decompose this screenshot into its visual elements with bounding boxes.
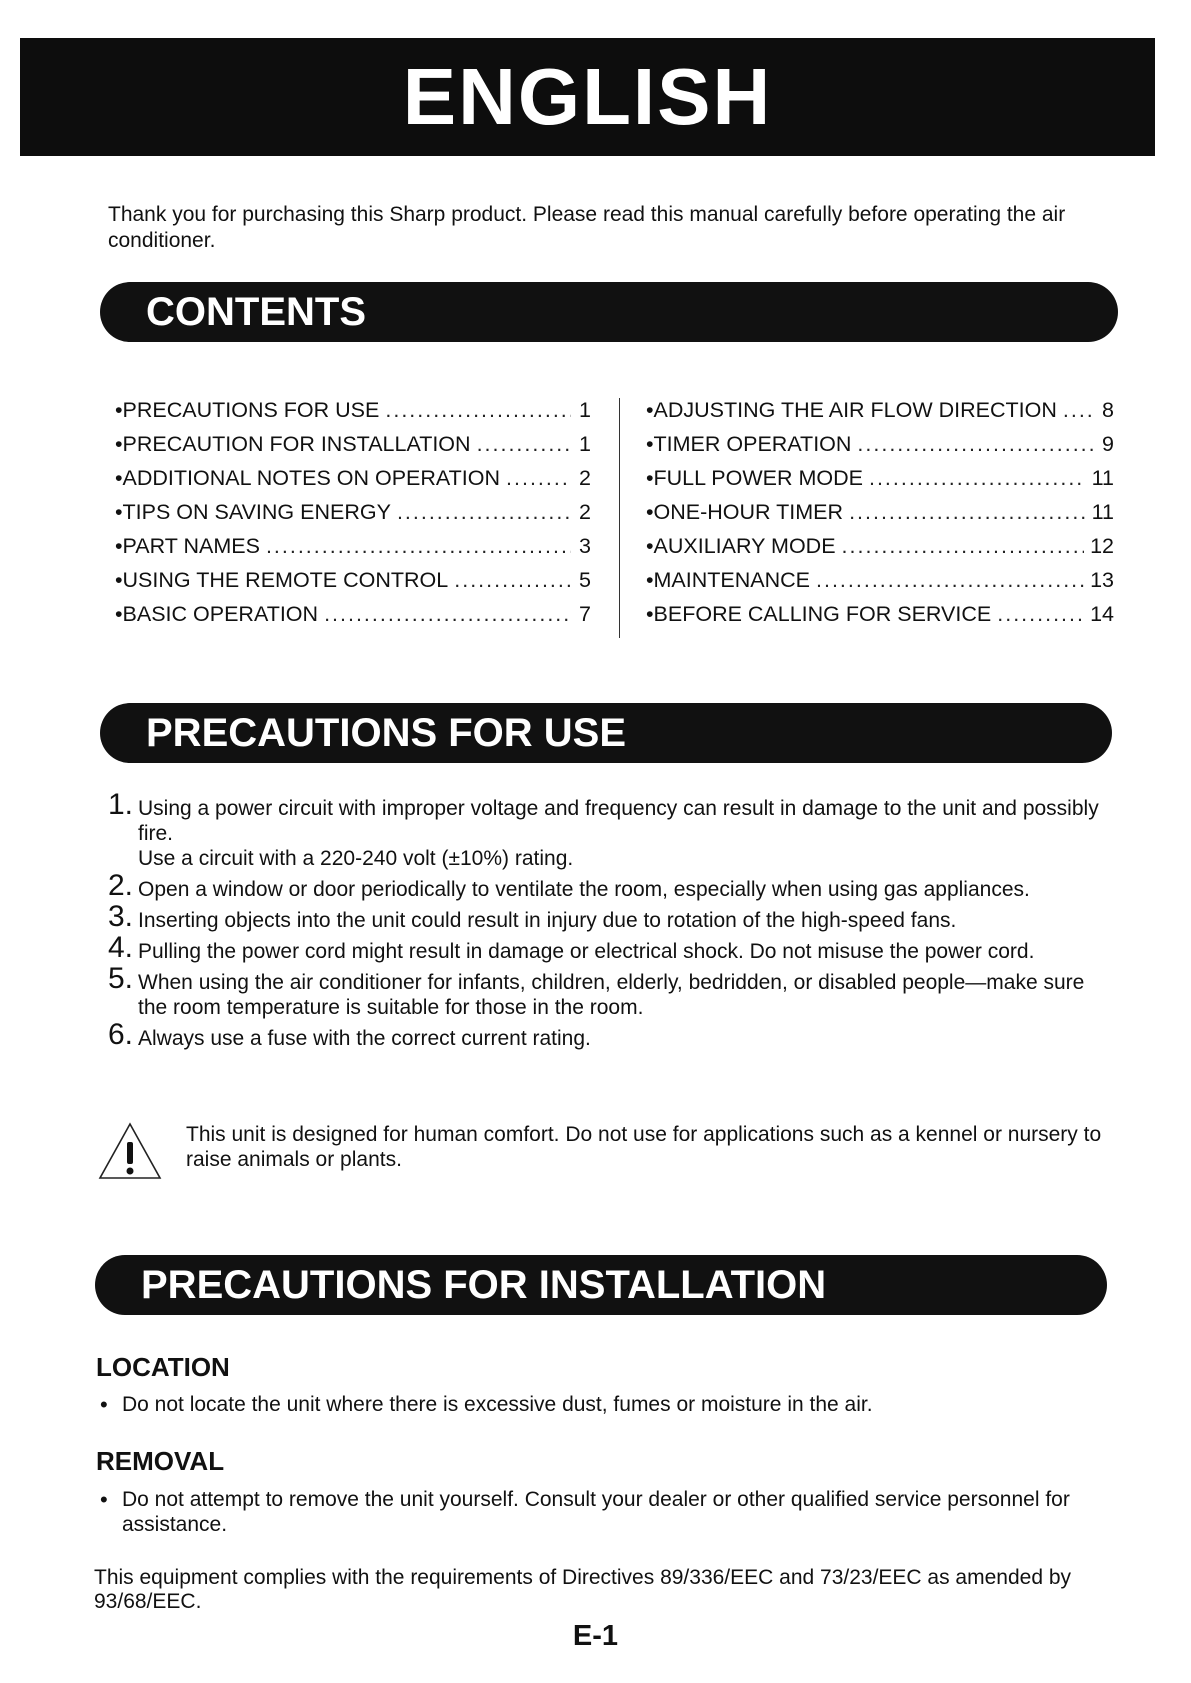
warning-note [96, 1120, 1106, 1182]
list-item-number: 3. [108, 900, 134, 933]
toc-entry-title: •BASIC OPERATION [115, 602, 319, 626]
page-number: E-1 [572, 1620, 619, 1652]
toc-entry-title: •FULL POWER MODE [646, 466, 863, 490]
toc-leader [869, 466, 1086, 491]
removal-bullet [100, 1487, 1110, 1537]
list-item-text: Inserting objects into the unit could result in injury due to rotation of the high-speed fans. [138, 909, 957, 932]
list-item [108, 931, 1108, 964]
list-item-number: 2. [108, 869, 134, 902]
toc-entry-page: 1 [579, 398, 591, 422]
toc-entry-page: 5 [579, 568, 591, 592]
toc-entry-page: 3 [579, 534, 591, 558]
intro-text: Thank you for purchasing this Sharp product. Please read this manual carefully before operating the air conditioner. [108, 203, 1066, 252]
toc-leader [842, 534, 1085, 559]
location-text: Do not locate the unit where there is excessive dust, fumes or moisture in the air. [122, 1393, 873, 1416]
toc-entry [115, 398, 591, 432]
toc-entry-title: •ADJUSTING THE AIR FLOW DIRECTION [646, 398, 1057, 422]
toc-entry [115, 534, 591, 568]
toc-leader [849, 500, 1086, 525]
toc-entry-title: •ADDITIONAL NOTES ON OPERATION [115, 466, 501, 490]
toc-leader [477, 432, 571, 457]
list-item-text: Use a circuit with a 220-240 volt (±10%) rating. [138, 847, 574, 870]
toc-entry [115, 432, 591, 466]
removal-heading: REMOVAL [96, 1446, 225, 1476]
bullet-icon: • [100, 1392, 108, 1417]
toc-entry [646, 500, 1114, 534]
location-heading: LOCATION [96, 1352, 230, 1382]
toc-entry-title: •PART NAMES [115, 534, 260, 558]
toc-leader [397, 500, 571, 525]
toc-entry-page: 13 [1090, 568, 1114, 592]
toc-entry [646, 534, 1114, 568]
precautions-use-list [108, 788, 1108, 1057]
toc-left-column [115, 398, 591, 638]
toc-entry [115, 500, 591, 534]
precautions-use-heading-bar [100, 703, 1112, 763]
toc-leader [816, 568, 1084, 593]
precautions-install-heading-bar [95, 1255, 1107, 1315]
toc-entry [646, 568, 1114, 602]
toc-entry [115, 568, 591, 602]
contents-heading: CONTENTS [146, 289, 366, 334]
toc-entry-page: 11 [1091, 500, 1114, 524]
toc-right-column [619, 398, 1114, 638]
compliance-statement: This equipment complies with the requirements of Directives 89/336/EEC and 73/23/EEC as amended by 93/68/EEC. [94, 1566, 1072, 1613]
toc-leader [324, 602, 571, 627]
toc-entry [115, 466, 591, 500]
toc-entry-page: 8 [1102, 398, 1114, 422]
toc-entry-title: •USING THE REMOTE CONTROL [115, 568, 449, 592]
toc-entry-page: 1 [579, 432, 591, 456]
list-item-number: 6. [108, 1018, 134, 1051]
toc-entry [646, 602, 1114, 636]
removal-text: Do not attempt to remove the unit yourself. Consult your dealer or other qualified service personnel for assistance. [122, 1488, 1070, 1536]
language-banner [20, 38, 1155, 156]
toc-entry-page: 7 [579, 602, 591, 626]
list-item [108, 788, 1108, 871]
toc-entry-title: •PRECAUTION FOR INSTALLATION [115, 432, 471, 456]
toc-entry-title: •MAINTENANCE [646, 568, 811, 592]
toc-leader [1063, 398, 1094, 423]
toc-entry-page: 14 [1090, 602, 1114, 626]
precautions-use-heading: PRECAUTIONS FOR USE [146, 710, 627, 755]
toc-entry-page: 11 [1091, 466, 1114, 490]
list-item [108, 1018, 1108, 1051]
bullet-icon: • [100, 1487, 108, 1512]
warning-triangle-icon [96, 1120, 164, 1182]
toc-entry-page: 2 [579, 500, 591, 524]
toc-entry [115, 602, 591, 636]
toc-entry-title: •TIMER OPERATION [646, 432, 852, 456]
toc-leader [454, 568, 571, 593]
warning-text: This unit is designed for human comfort. Do not use for applications such as a kennel or nursery to raise animals or plants. [186, 1123, 1102, 1171]
location-bullet [100, 1392, 1110, 1417]
toc-leader [857, 432, 1094, 457]
list-item-text: Always use a fuse with the correct current rating. [138, 1027, 591, 1050]
list-item [108, 869, 1108, 902]
toc-entry-page: 9 [1102, 432, 1114, 456]
language-title: ENGLISH [402, 52, 773, 141]
list-item-text: Using a power circuit with improper voltage and frequency can result in damage to the unit and possibly fire. [138, 797, 1099, 845]
toc-entry-title: •PRECAUTIONS FOR USE [115, 398, 380, 422]
list-item-number: 1. [108, 788, 134, 821]
precautions-install-heading: PRECAUTIONS FOR INSTALLATION [141, 1262, 827, 1307]
list-item-text: Pulling the power cord might result in damage or electrical shock. Do not misuse the power cord. [138, 940, 1035, 963]
list-item [108, 900, 1108, 933]
list-item-number: 5. [108, 962, 134, 995]
list-item-text: Open a window or door periodically to ventilate the room, especially when using gas appliances. [138, 878, 1030, 901]
table-of-contents [115, 398, 1120, 638]
toc-leader [385, 398, 571, 423]
toc-entry [646, 398, 1114, 432]
toc-entry-page: 12 [1090, 534, 1114, 558]
toc-entry [646, 466, 1114, 500]
toc-entry-title: •TIPS ON SAVING ENERGY [115, 500, 391, 524]
toc-entry-page: 2 [579, 466, 591, 490]
toc-entry-title: •BEFORE CALLING FOR SERVICE [646, 602, 992, 626]
toc-leader [997, 602, 1084, 627]
toc-entry-title: •ONE-HOUR TIMER [646, 500, 844, 524]
list-item-text: When using the air conditioner for infants, children, elderly, bedridden, or disabled people—make sure the room temperature is suitable for those in the room. [138, 971, 1085, 1019]
list-item-number: 4. [108, 931, 134, 964]
toc-leader [266, 534, 571, 559]
contents-heading-bar [100, 282, 1118, 342]
toc-entry [646, 432, 1114, 466]
toc-leader [506, 466, 571, 491]
list-item [108, 962, 1108, 1020]
toc-entry-title: •AUXILIARY MODE [646, 534, 836, 558]
